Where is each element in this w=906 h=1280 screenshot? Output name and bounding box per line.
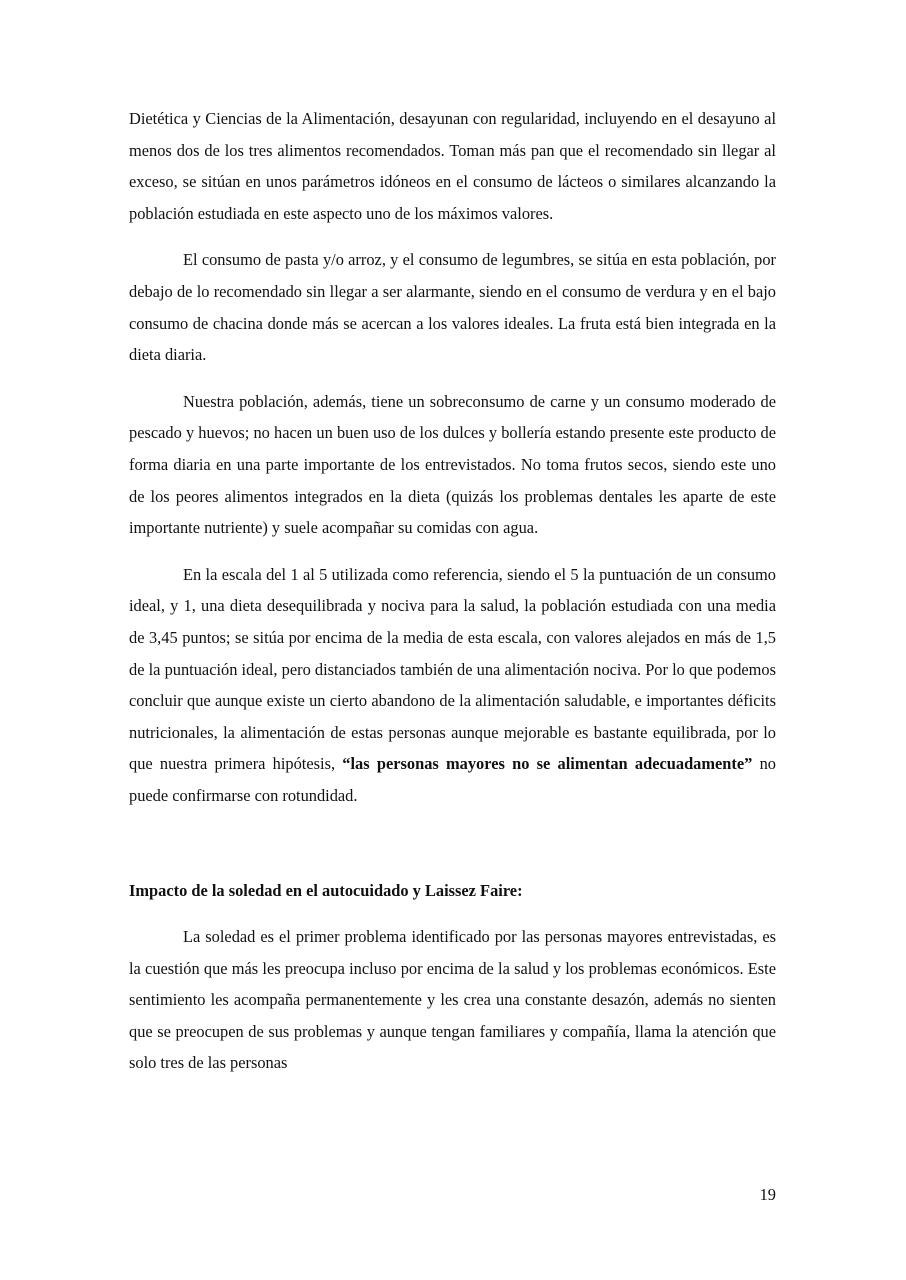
paragraph-escala-text: En la escala del 1 al 5 utilizada como referencia, siendo el 5 la puntuación de un consumo ideal, y 1, una dieta desequilibrada y nociva para la salud, la población estudiada con una media de 3,45 puntos; se sitúa por encima de la media de esta escala, con valores alejados en más de 1,5 de la puntuación ideal, pero distanciados también de una alimentación nociva. Por lo que podemos concluir que aunque existe un cierto abandono de la alimentación saludable, e importantes déficits nutricionales, la alimentación de estas personas aunque mejorable es bastante equilibrada, por lo que nuestra primera hipótesis, [129,564,776,774]
paragraph-escala-end: no puede confirmarse con rotundidad. [129,754,776,805]
page-number: 19 [759,1185,776,1204]
paragraph-carne-dulces: Nuestra población, además, tiene un sobreconsumo de carne y un consumo moderado de pescado y huevos; no hacen un buen uso de los dulces y bollería estando presente este producto de forma diaria en una parte importante de los entrevistados. No toma frutos secos, siendo este uno de los peores alimentos integrados en la dieta (quizás los problemas dentales les aparte de este importante nutriente) y suele acompañar su comidas con agua. [129,391,776,538]
paragraph-soledad: La soledad es el primer problema identificado por las personas mayores entrevistadas, es la cuestión que más les preocupa incluso por encima de la salud y los problemas económicos. Este sentimiento les acompaña permanentemente y les crea una constante desazón, además no sienten que se preocupen de sus problemas y aunque tengan familiares y compañía, llama la atención que solo tres de las personas [129,927,776,1073]
hypothesis-quote: “las personas mayores no se alimentan adecuadamente” [342,754,753,774]
document-page [129,103,776,1079]
paragraph-desayuno: Dietética y Ciencias de la Alimentación, desayunan con regularidad, incluyendo en el desayuno al menos dos de los tres alimentos recomendados. Toman más pan que el recomendado sin llegar al exceso, se sitúan en unos parámetros idóneos en el consumo de lácteos o similares alcanzando la población estudiada en este aspecto uno de los máximos valores. [129,109,776,223]
paragraph-escala-hipotesis [129,559,776,812]
section-heading: Impacto de la soledad en el autocuidado y Laissez Faire: [129,881,523,901]
paragraph-pasta-legumbres: El consumo de pasta y/o arroz, y el consumo de legumbres, se sitúa en esta población, por debajo de lo recomendado sin llegar a ser alarmante, siendo en el consumo de verdura y en el bajo consumo de chacina donde más se acercan a los valores ideales. La fruta está bien integrada en la dieta diaria. [129,250,776,365]
